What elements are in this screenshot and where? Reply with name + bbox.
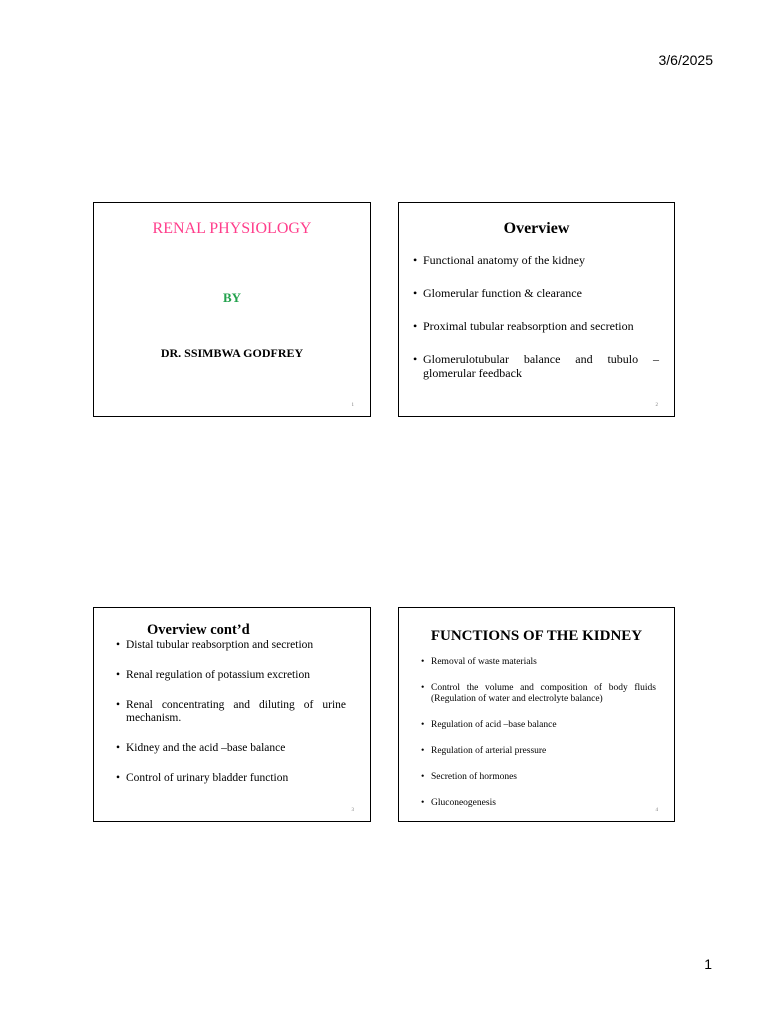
- list-item-text: Proximal tubular reabsorption and secretion: [423, 319, 634, 333]
- list-item-text: Secretion of hormones: [431, 772, 518, 782]
- slide-number: 1: [351, 403, 354, 408]
- list-item: [413, 352, 659, 380]
- bullet-icon: •: [116, 699, 121, 711]
- slide-title: FUNCTIONS OF THE KIDNEY: [430, 628, 643, 644]
- list-item-text: Distal tubular reabsorption and secretion: [126, 639, 314, 651]
- list-item-text: Renal regulation of potassium excretion: [126, 669, 310, 681]
- bullet-icon: •: [413, 286, 418, 300]
- list-item-text: Kidney and the acid –base balance: [126, 742, 286, 754]
- bullet-icon: •: [421, 683, 425, 693]
- slide-number: 3: [351, 808, 354, 813]
- bullet-icon: •: [116, 639, 121, 651]
- list-item-text: Glomerular function & clearance: [423, 286, 582, 300]
- list-item: [421, 798, 656, 809]
- bullet-icon: •: [116, 772, 121, 784]
- bullet-list: [421, 657, 656, 824]
- bullet-icon: •: [116, 742, 121, 754]
- list-item: [421, 657, 656, 668]
- list-item: [413, 286, 659, 300]
- list-item: [116, 742, 346, 755]
- list-item: [116, 772, 346, 785]
- page-date: 3/6/2025: [658, 52, 713, 68]
- bullet-icon: •: [413, 319, 418, 333]
- list-item-text: Regulation of arterial pressure: [431, 746, 547, 756]
- list-item: [413, 319, 659, 333]
- list-item: [116, 669, 346, 682]
- slide-by-label: BY: [222, 290, 242, 305]
- list-item-text: Control the volume and composition of body fluids (Regulation of water and electrolyte balance): [431, 683, 656, 704]
- bullet-icon: •: [421, 798, 425, 808]
- bullet-icon: •: [421, 720, 425, 730]
- list-item-text: Renal concentrating and diluting of urine mechanism.: [126, 699, 346, 724]
- bullet-list: [413, 253, 659, 399]
- list-item: [421, 746, 656, 757]
- page-number: 1: [704, 956, 712, 972]
- list-item-text: Control of urinary bladder function: [126, 772, 289, 784]
- list-item: [413, 253, 659, 267]
- bullet-icon: •: [413, 253, 418, 267]
- bullet-icon: •: [413, 352, 418, 366]
- slide-author: DR. SSIMBWA GODFREY: [160, 346, 304, 360]
- slide-1-thumbnail: [93, 202, 371, 417]
- list-item-text: Glomerulotubular balance and tubulo – glomerular feedback: [423, 352, 659, 380]
- slide-number: 2: [655, 403, 658, 408]
- slide-title: Overview cont’d: [147, 622, 250, 638]
- bullet-icon: •: [421, 657, 425, 667]
- bullet-icon: •: [421, 746, 425, 756]
- list-item: [421, 772, 656, 783]
- list-item: [116, 639, 346, 652]
- bullet-list: [116, 639, 346, 802]
- slide-3-thumbnail: [93, 607, 371, 822]
- list-item: [421, 720, 656, 731]
- slide-4-thumbnail: [398, 607, 675, 822]
- bullet-icon: •: [116, 669, 121, 681]
- slide-number: 4: [655, 808, 658, 813]
- list-item-text: Gluconeogenesis: [431, 798, 496, 808]
- slide-title: Overview: [503, 220, 570, 237]
- slide-title: RENAL PHYSIOLOGY: [152, 220, 312, 237]
- list-item: [116, 699, 346, 725]
- list-item-text: Removal of waste materials: [431, 657, 537, 667]
- list-item-text: Regulation of acid –base balance: [431, 720, 557, 730]
- list-item: [421, 683, 656, 705]
- slide-2-thumbnail: [398, 202, 675, 417]
- bullet-icon: •: [421, 772, 425, 782]
- list-item-text: Functional anatomy of the kidney: [423, 253, 585, 267]
